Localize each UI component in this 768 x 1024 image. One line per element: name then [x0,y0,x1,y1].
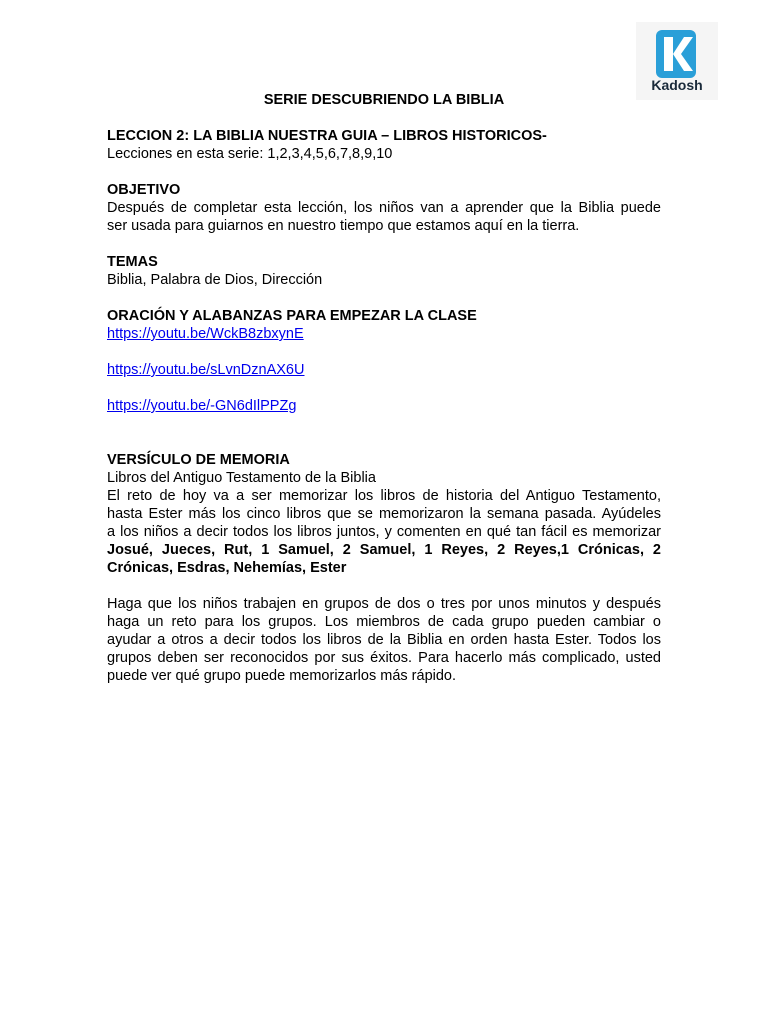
versiculo-heading: VERSÍCULO DE MEMORIA [107,452,290,468]
activity-line: haga un reto para los grupos. Los miembros de cada grupo pueden cambiar o [107,614,661,630]
activity-line: ayudar a otros a decir todos los libros de la Biblia en orden hasta Ester. Todos los [107,632,661,648]
versiculo-line: a los niños a decir todos los libros juntos, y comenten en qué tan fácil es memorizar [107,524,661,540]
document-body [107,91,661,685]
kadosh-logo [636,22,718,100]
lesson-heading: LECCION 2: LA BIBLIA NUESTRA GUIA – LIBROS HISTORICOS- [107,128,547,144]
oracion-heading: ORACIÓN Y ALABANZAS PARA EMPEZAR LA CLASE [107,308,477,324]
kadosh-k-logo-icon [656,30,696,78]
youtube-link-3[interactable]: https://youtu.be/-GN6dIlPPZg [107,398,297,414]
books-list-line: Crónicas, Esdras, Nehemías, Ester [107,560,347,576]
youtube-link-1[interactable]: https://youtu.be/WckB8zbxynE [107,326,304,342]
lesson-series-line: Lecciones en esta serie: 1,2,3,4,5,6,7,8,9,10 [107,146,393,162]
books-list-line: Josué, Jueces, Rut, 1 Samuel, 2 Samuel, 1 Reyes, 2 Reyes,1 Crónicas, 2 [107,542,661,558]
activity-line: puede ver qué grupo puede memorizarlos más rápido. [107,668,457,684]
youtube-link-2[interactable]: https://youtu.be/sLvnDznAX6U [107,362,305,378]
activity-line: grupos deben ser reconocidos por sus éxitos. Para hacerlo más complicado, usted [107,650,661,666]
page-title: SERIE DESCUBRIENDO LA BIBLIA [263,92,505,108]
objetivo-heading: OBJETIVO [107,182,181,198]
objetivo-line: Después de completar esta lección, los niños van a aprender que la Biblia puede [107,200,661,216]
activity-line: Haga que los niños trabajen en grupos de dos o tres por unos minutos y después [107,596,661,612]
versiculo-subtitle: Libros del Antiguo Testamento de la Biblia [107,470,376,486]
logo-text: Kadosh [651,77,703,93]
temas-text: Biblia, Palabra de Dios, Dirección [107,272,323,288]
versiculo-line: hasta Ester más los cinco libros que se memorizaron la semana pasada. Ayúdeles [107,506,661,522]
temas-heading: TEMAS [107,254,158,270]
versiculo-line: El reto de hoy va a ser memorizar los libros de historia del Antiguo Testamento, [107,488,661,504]
objetivo-line: ser usada para guiarnos en nuestro tiempo que estamos aquí en la tierra. [107,218,580,234]
